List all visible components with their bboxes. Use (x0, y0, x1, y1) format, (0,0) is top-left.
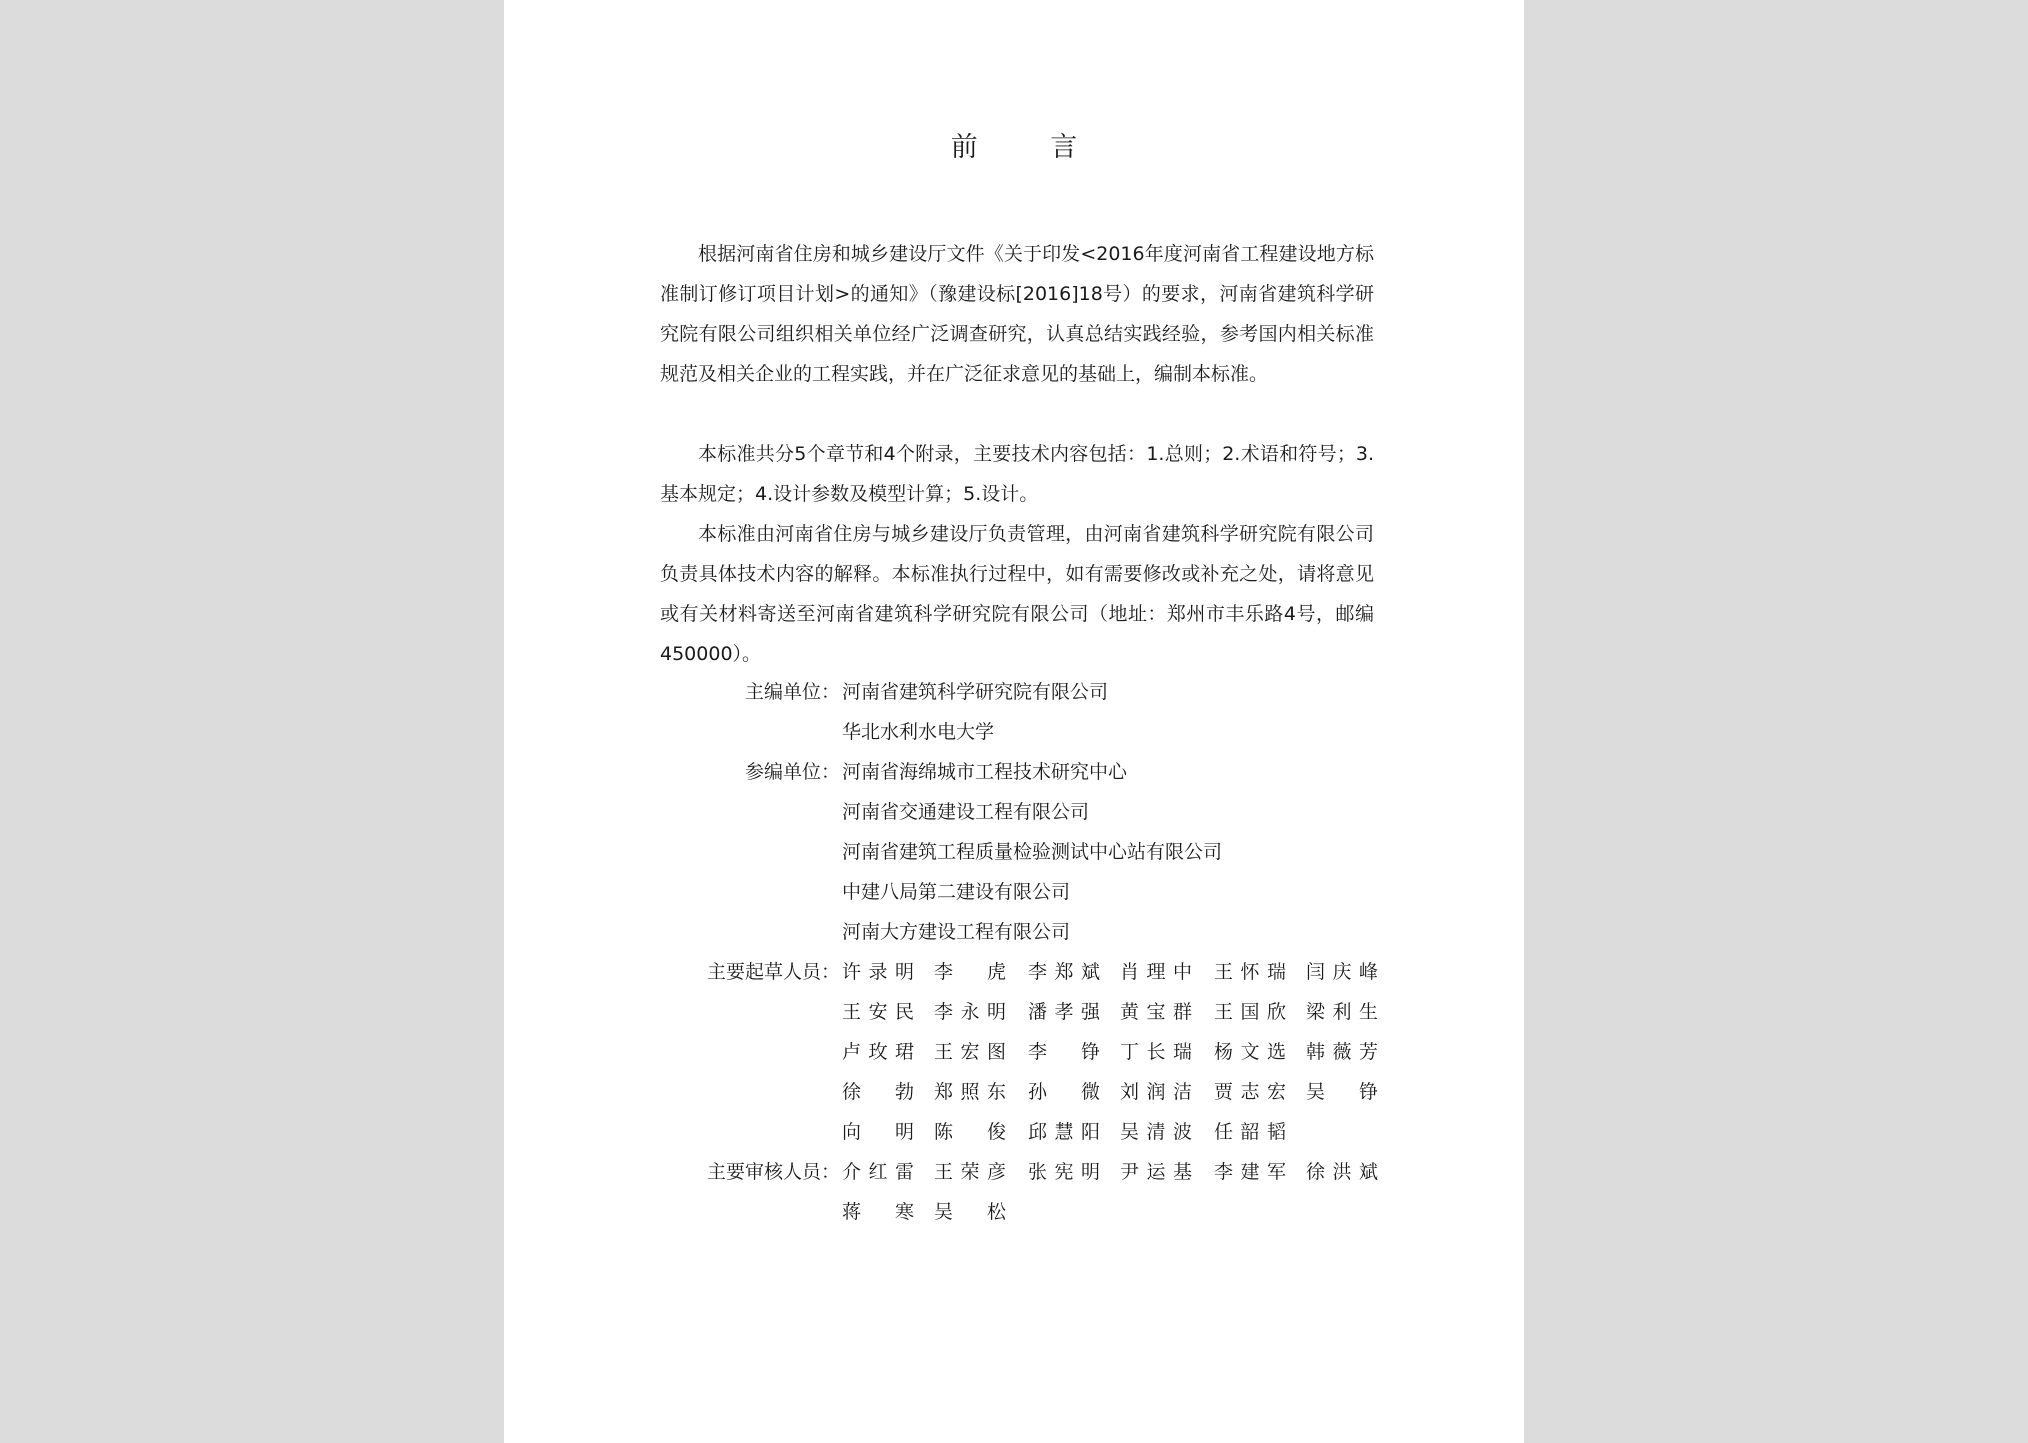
person-name: 王宏图 (934, 1041, 1006, 1063)
chief-unit-2: 华北水利水电大学 (842, 721, 995, 743)
person-name: 丁长瑞 (1120, 1041, 1192, 1063)
participating-unit-1: 河南省海绵城市工程技术研究中心 (842, 761, 1128, 783)
person-name: 肖理中 (1120, 961, 1192, 983)
person-name: 徐洪斌 (1306, 1161, 1378, 1183)
person-name: 闫庆峰 (1306, 961, 1378, 983)
person-name: 潘孝强 (1028, 1001, 1100, 1023)
person-name: 邱慧阳 (1028, 1121, 1100, 1143)
participating-unit-2: 河南省交通建设工程有限公司 (842, 801, 1090, 823)
person-name: 吴松 (934, 1201, 1006, 1223)
paragraph-contents: 本标准共分5个章节和4个附录，主要技术内容包括：1.总则；2.术语和符号；3.基本规定；4.设计参数及模型计算；5.设计。 (660, 443, 1374, 505)
participating-unit-3: 河南省建筑工程质量检验测试中心站有限公司 (842, 841, 1223, 863)
person-name: 韩薇芳 (1306, 1041, 1378, 1063)
person-name: 介红雷 (842, 1161, 914, 1183)
person-name: 卢玫珺 (842, 1041, 914, 1063)
person-name: 王安民 (842, 1001, 914, 1023)
person-name: 黄宝群 (1120, 1001, 1192, 1023)
person-name: 李铮 (1028, 1041, 1100, 1063)
person-name: 张宪明 (1028, 1161, 1100, 1183)
person-name: 刘润洁 (1120, 1081, 1192, 1103)
page-title: 前 言 (950, 132, 1110, 163)
paragraph-basis: 根据河南省住房和城乡建设厅文件《关于印发<2016年度河南省工程建设地方标准制订修订项目计划>的通知》（豫建设标[2016]18号）的要求，河南省建筑科学研究院有限公司组织相关单位经广泛调查研究，认真总结实践经验，参考国内相关标准规范及相关企业的工程实践，并在广泛征求意见的基础上，编制本标准。 (660, 243, 1374, 385)
person-name: 吴铮 (1306, 1081, 1378, 1103)
reviewers-label: 主要审核人员： (706, 1161, 840, 1183)
person-name: 贾志宏 (1214, 1081, 1286, 1103)
person-name: 尹运基 (1120, 1161, 1192, 1183)
person-name: 蒋寒 (842, 1201, 914, 1223)
person-name: 王国欣 (1214, 1001, 1286, 1023)
paragraph-management: 本标准由河南省住房与城乡建设厅负责管理，由河南省建筑科学研究院有限公司负责具体技术内容的解释。本标准执行过程中，如有需要修改或补充之处，请将意见或有关材料寄送至河南省建筑科学研究院有限公司（地址：郑州市丰乐路4号，邮编450000）。 (660, 523, 1374, 665)
person-name: 杨文选 (1214, 1041, 1286, 1063)
person-name: 许录明 (842, 961, 914, 983)
document-page (504, 0, 1524, 1443)
person-name: 李虎 (934, 961, 1006, 983)
person-name: 李建军 (1214, 1161, 1286, 1183)
person-name: 徐勃 (842, 1081, 914, 1103)
person-name: 李永明 (934, 1001, 1006, 1023)
chief-editor-label: 主编单位： (744, 681, 840, 703)
person-name: 吴清波 (1120, 1121, 1192, 1143)
person-name: 郑照东 (934, 1081, 1006, 1103)
person-name: 向明 (842, 1121, 914, 1143)
participating-unit-5: 河南大方建设工程有限公司 (842, 921, 1071, 943)
participating-unit-4: 中建八局第二建设有限公司 (842, 881, 1071, 903)
person-name: 任韶韬 (1214, 1121, 1286, 1143)
drafters-label: 主要起草人员： (706, 961, 840, 983)
person-name: 王荣彦 (934, 1161, 1006, 1183)
person-name: 王怀瑞 (1214, 961, 1286, 983)
person-name: 梁利生 (1306, 1001, 1378, 1023)
chief-unit-1: 河南省建筑科学研究院有限公司 (842, 681, 1109, 703)
participating-label: 参编单位： (744, 761, 840, 783)
person-name: 孙微 (1028, 1081, 1100, 1103)
person-name: 李郑斌 (1028, 961, 1100, 983)
person-name: 陈俊 (934, 1121, 1006, 1143)
